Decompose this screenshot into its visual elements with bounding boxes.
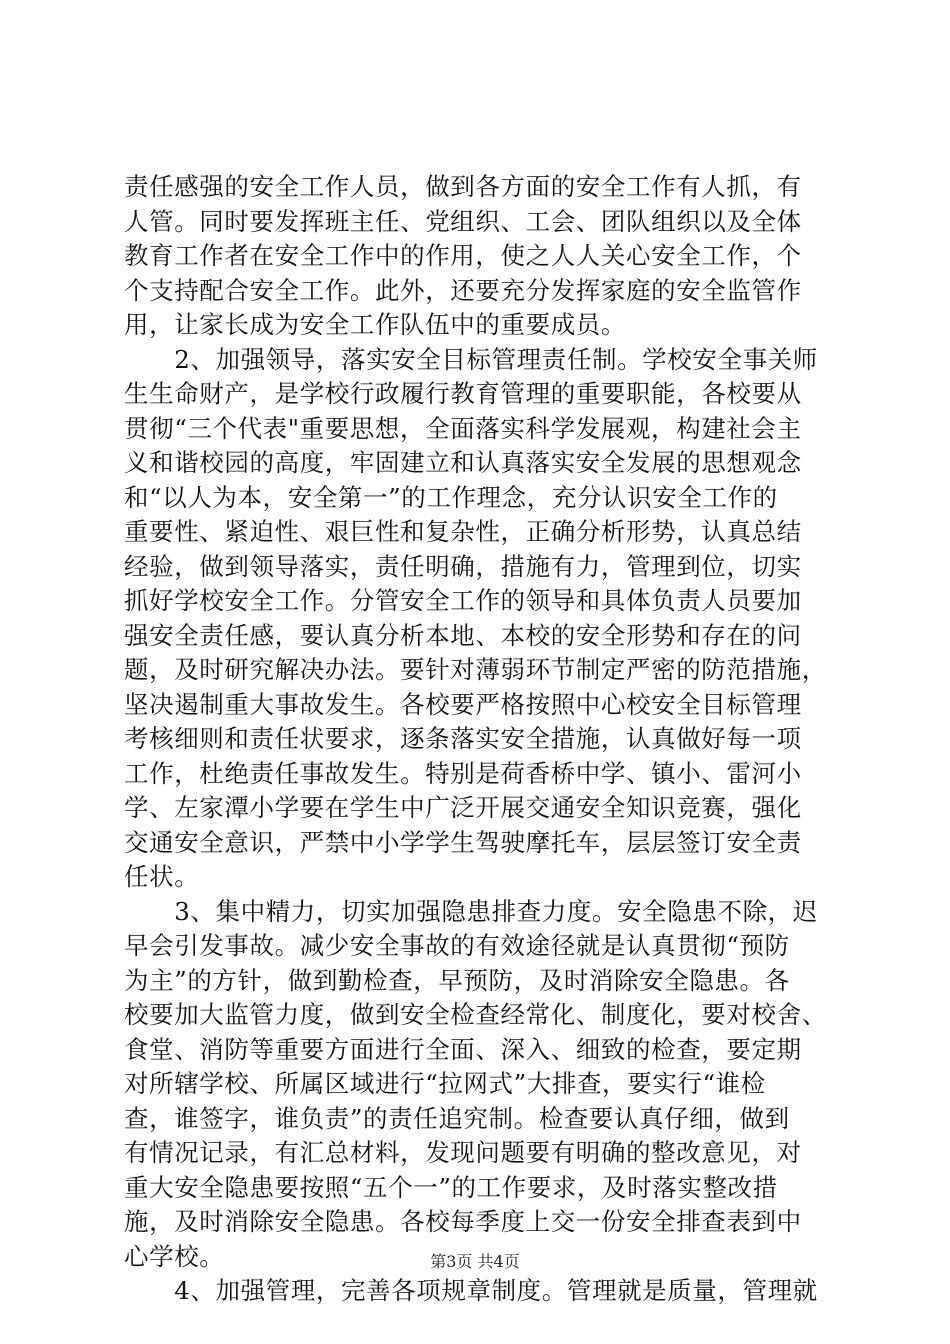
text-line: 早会引发事故。减少安全事故的有效途径就是认真贯彻“预防 <box>124 931 790 960</box>
text-line: 人管。同时要发挥班主任、党组织、工会、团队组织以及全体 <box>124 206 802 236</box>
text-line: 坚决遏制重大事故发生。各校要严格按照中心校安全目标管理 <box>124 689 802 719</box>
text-line: 用，让家长成为安全工作队伍中的重要成员。 <box>124 310 626 339</box>
text-line: 施，及时消除安全隐患。各校每季度上交一份安全排查表到中 <box>124 1207 802 1236</box>
text-line: 2、加强领导，落实安全目标管理责任制。学校安全事关师 <box>124 344 818 374</box>
text-line: 责任感强的安全工作人员，做到各方面的安全工作有人抓，有 <box>124 172 802 201</box>
text-line: 教育工作者在安全工作中的作用，使之人人关心安全工作，个 <box>124 241 802 270</box>
text-line: 义和谐校园的高度，牢固建立和认真落实安全发展的思想观念 <box>124 448 802 477</box>
text-line: 重要性、紧迫性、艰巨性和复杂性，正确分析形势，认真总结 <box>124 517 802 546</box>
text-line: 考核细则和责任状要求，逐条落实安全措施，认真做好每一项 <box>124 724 802 753</box>
page-number-label: 第3页 共4页 <box>430 1252 520 1271</box>
text-line: 贯彻“三个代表"重要思想，全面落实科学发展观，构建社会主 <box>124 413 802 443</box>
text-line: 题，及时研究解决办法。要针对薄弱环节制定严密的防范措施， <box>124 655 827 684</box>
body-text <box>124 170 834 1309</box>
text-line: 和“以人为本，安全第一”的工作理念，充分认识安全工作的 <box>124 482 778 512</box>
text-line: 交通安全意识，严禁中小学学生驾驶摩托车，层层签订安全责 <box>124 827 802 857</box>
text-line: 强安全责任感，要认真分析本地、本校的安全形势和存在的问 <box>124 620 802 650</box>
text-line: 查，谁签字，谁负责”的责任追究制。检查要认真仔细，做到 <box>124 1103 790 1133</box>
text-line: 有情况记录，有汇总材料，发现问题要有明确的整改意见，对 <box>124 1138 802 1167</box>
text-line: 校要加大监管力度，做到安全检查经常化、制度化，要对校舍、 <box>124 1000 827 1029</box>
text-line: 重大安全隐患要按照“五个一”的工作要求，及时落实整改措 <box>124 1172 778 1202</box>
text-line: 4、加强管理，完善各项规章制度。管理就是质量，管理就 <box>124 1276 818 1305</box>
page-footer <box>0 1252 950 1272</box>
text-line: 工作，杜绝责任事故发生。特别是荷香桥中学、镇小、雷河小 <box>124 758 802 788</box>
text-line: 为主”的方针，做到勤检查，早预防，及时消除安全隐患。各 <box>124 965 790 995</box>
text-line: 对所辖学校、所属区域进行“拉网式”大排查，要实行“谁检 <box>124 1069 766 1098</box>
text-line: 生生命财产，是学校行政履行教育管理的重要职能，各校要从 <box>124 379 802 408</box>
text-line: 经验，做到领导落实，责任明确，措施有力，管理到位，切实 <box>124 551 802 581</box>
text-line: 心学校。 <box>124 1241 225 1271</box>
text-line: 3、集中精力，切实加强隐患排查力度。安全隐患不除，迟 <box>124 896 818 926</box>
text-line: 抓好学校安全工作。分管安全工作的领导和具体负责人员要加 <box>124 586 802 615</box>
text-line: 任状。 <box>124 862 200 891</box>
text-line: 学、左家潭小学要在学生中广泛开展交通安全知识竞赛，强化 <box>124 793 802 822</box>
text-line: 个支持配合安全工作。此外，还要充分发挥家庭的安全监管作 <box>124 275 802 305</box>
text-line: 食堂、消防等重要方面进行全面、深入、细致的检查，要定期 <box>124 1034 802 1064</box>
